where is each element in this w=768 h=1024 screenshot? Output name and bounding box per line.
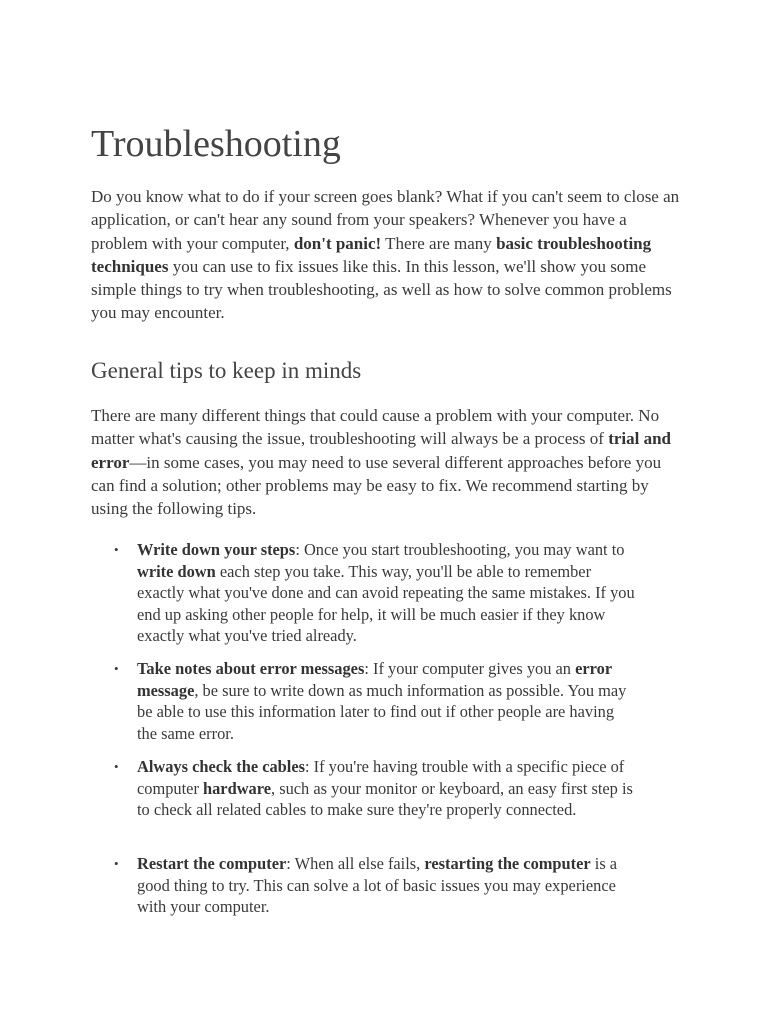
tip-text: : When all else fails, — [286, 854, 425, 873]
tip-title: Always check the cables — [137, 757, 305, 776]
bullet-icon: • — [114, 759, 119, 774]
tip-text: each step you take. This way, you'll be able to remember exactly what you've done and can avoid repeating the same mistakes. If you end up asking other people for help, it will be much easier if they know exactly what you've tried already. — [137, 561, 635, 646]
tip-bold: error message — [137, 659, 612, 700]
tip-text: : Once you start troubleshooting, you may want to — [295, 540, 625, 559]
bullet-icon: • — [114, 661, 119, 676]
list-item — [114, 539, 637, 647]
tip-title: Write down your steps — [137, 540, 296, 559]
bullet-icon: • — [114, 542, 119, 557]
list-item — [114, 658, 637, 744]
section-heading: General tips to keep in minds — [91, 358, 362, 383]
intro-paragraph — [91, 185, 683, 325]
tip-title: Take notes about error messages — [137, 659, 365, 678]
tip-title: Restart the computer — [137, 854, 287, 873]
bullet-icon: • — [114, 856, 119, 871]
intro-text-1: Do you know what to do if your screen goes blank? What if you can't seem to close an application, or can't hear any sound from your speakers? Whenever you have a problem with your computer, — [91, 187, 680, 253]
page-title: Troubleshooting — [91, 123, 341, 165]
tips-intro-text-2: —in some cases, you may need to use several different approaches before you can find a solution; other problems may be easy to fix. We recommend starting by using the following tips. — [91, 452, 662, 519]
tips-intro-bold: trial and error — [91, 429, 672, 472]
tip-text: : If you're having trouble with a specific piece of computer — [137, 757, 625, 798]
tip-text: is a good thing to try. This can solve a lot of basic issues you may experience with your computer. — [137, 854, 618, 917]
tip-text: : If your computer gives you an — [364, 659, 576, 678]
tips-intro-paragraph — [91, 404, 683, 520]
list-item — [114, 756, 637, 821]
list-item — [114, 853, 637, 918]
tip-text: , be sure to write down as much information as possible. You may be able to use this information later to find out if other people are having the same error. — [137, 680, 627, 743]
tip-bold: hardware — [203, 778, 271, 798]
intro-text-3: you can use to fix issues like this. In this lesson, we'll show you some simple things to try when troubleshooting, as well as how to solve common problems you may encounter. — [91, 256, 672, 323]
tips-intro-text-1: There are many different things that could cause a problem with your computer. No matter what's causing the issue, troubleshooting will always be a process of — [91, 406, 660, 449]
intro-text-2: There are many — [381, 233, 497, 253]
intro-bold-dont-panic: don't panic! — [293, 233, 382, 253]
tip-bold: write down — [137, 561, 216, 581]
tip-bold: restarting the computer — [424, 854, 591, 873]
tip-text: , such as your monitor or keyboard, an easy first step is to check all related cables to make sure they're properly connected. — [137, 778, 633, 820]
intro-bold-techniques: basic troubleshooting techniques — [91, 233, 652, 276]
